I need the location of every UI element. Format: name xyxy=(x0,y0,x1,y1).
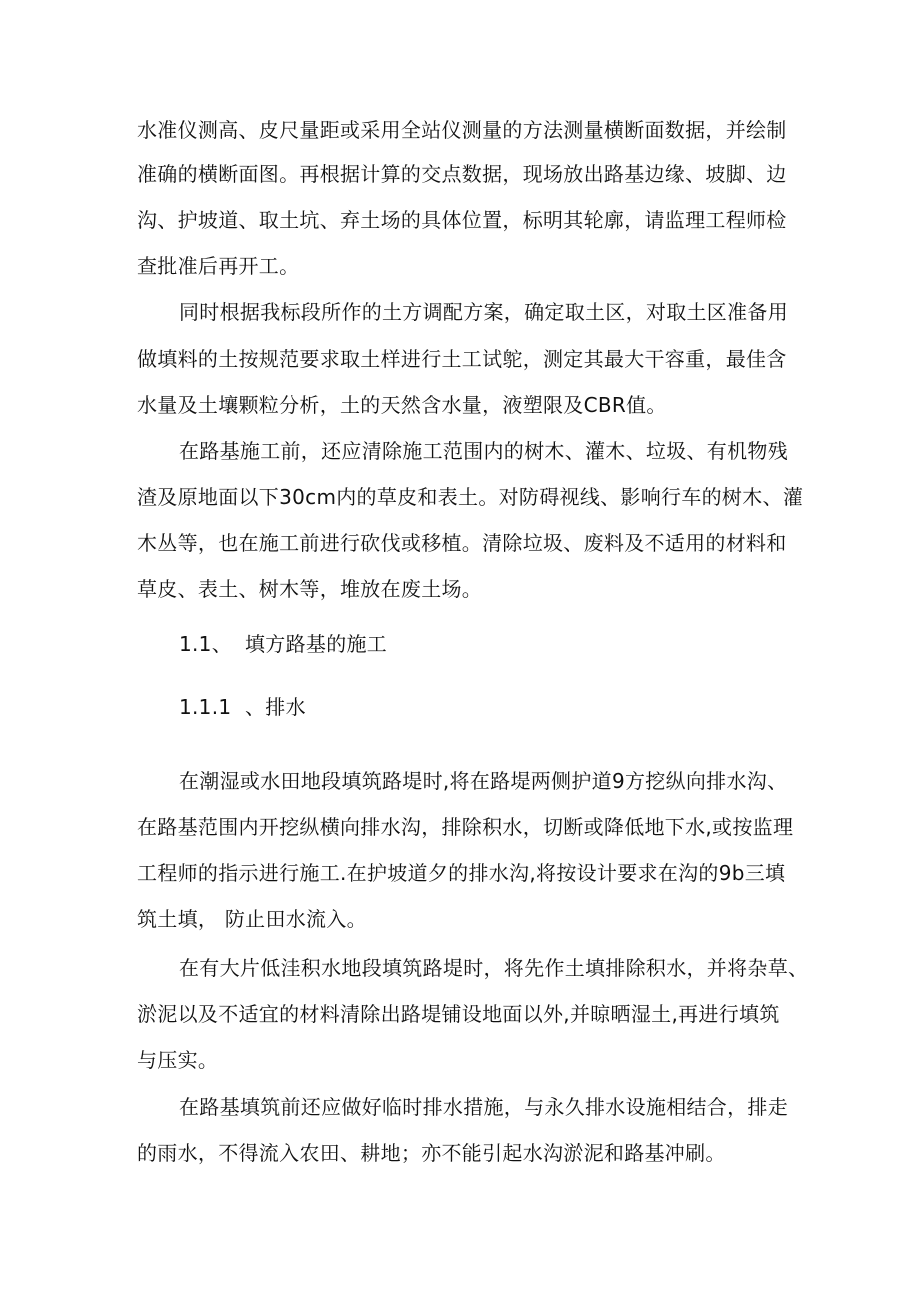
text-line: 沟、护坡道、取土坑、弃土场的具体位置，标明其轮廓，请监理工程师检 xyxy=(137,208,787,232)
text-line: 做填料的土按规范要求取土样进行土工试鸵，测定其最大干容重，最佳含 xyxy=(137,347,787,371)
section-heading xyxy=(179,632,387,656)
text-line: 查批准后再开工。 xyxy=(137,254,300,278)
text-line: 水量及土壤颗粒分析，土的天然含水量，液塑限及CBR值。 xyxy=(137,393,667,417)
text-line: 草皮、表土、树木等，堆放在废土场。 xyxy=(137,577,483,601)
text-line: 在路基填筑前还应做好临时排水措施，与永久排水设施相结合，排走 xyxy=(179,1095,788,1119)
subsection-number: 1.1.1 xyxy=(179,695,232,719)
subsection-heading xyxy=(179,695,306,719)
text-line: 在路基范围内开挖纵横向排水沟，排除积水，切断或降低地下水,或按监理 xyxy=(137,815,794,839)
section-number: 1.1、 xyxy=(179,632,233,656)
text-line: 在路基施工前，还应清除施工范围内的树木、灌木、垃圾、有机物残 xyxy=(179,439,788,463)
text-line: 工程师的指示进行施工.在护坡道夕的排水沟,将按设计要求在沟的9b三填 xyxy=(137,861,786,885)
text-line: 水准仪测高、皮尺量距或采用全站仪测量的方法测量横断面数据，并绘制 xyxy=(137,118,787,142)
section-title: 填方路基的施工 xyxy=(245,632,388,656)
text-line: 同时根据我标段所作的土方调配方案，确定取土区，对取土区准备用 xyxy=(179,300,788,324)
text-line: 渣及原地面以下30cm内的草皮和表土。对防碍视线、影响行车的树木、灌 xyxy=(137,485,804,509)
subsection-title: 、排水 xyxy=(245,695,306,719)
text-line: 准确的横断面图。再根据计算的交点数据，现场放出路基边缘、坡脚、边 xyxy=(137,162,787,186)
text-line: 筑土填， 防止田水流入。 xyxy=(137,907,367,931)
text-line: 淤泥以及不适宜的材料清除出路堤铺设地面以外,并晾晒湿土,再进行填筑 xyxy=(137,1002,780,1026)
text-line: 与压实。 xyxy=(137,1048,219,1072)
text-line: 在潮湿或水田地段填筑路堤时,将在路堤两侧护道9方挖纵向排水沟、 xyxy=(179,769,788,793)
text-line: 的雨水，不得流入农田、耕地；亦不能引起水沟淤泥和路基冲刷。 xyxy=(137,1141,726,1165)
text-line: 在有大片低洼积水地段填筑路堤时，将先作土填排除积水，并将杂草、 xyxy=(179,956,809,980)
text-line: 木丛等，也在施工前进行砍伐或移植。清除垃圾、废料及不适用的材料和 xyxy=(137,531,787,555)
